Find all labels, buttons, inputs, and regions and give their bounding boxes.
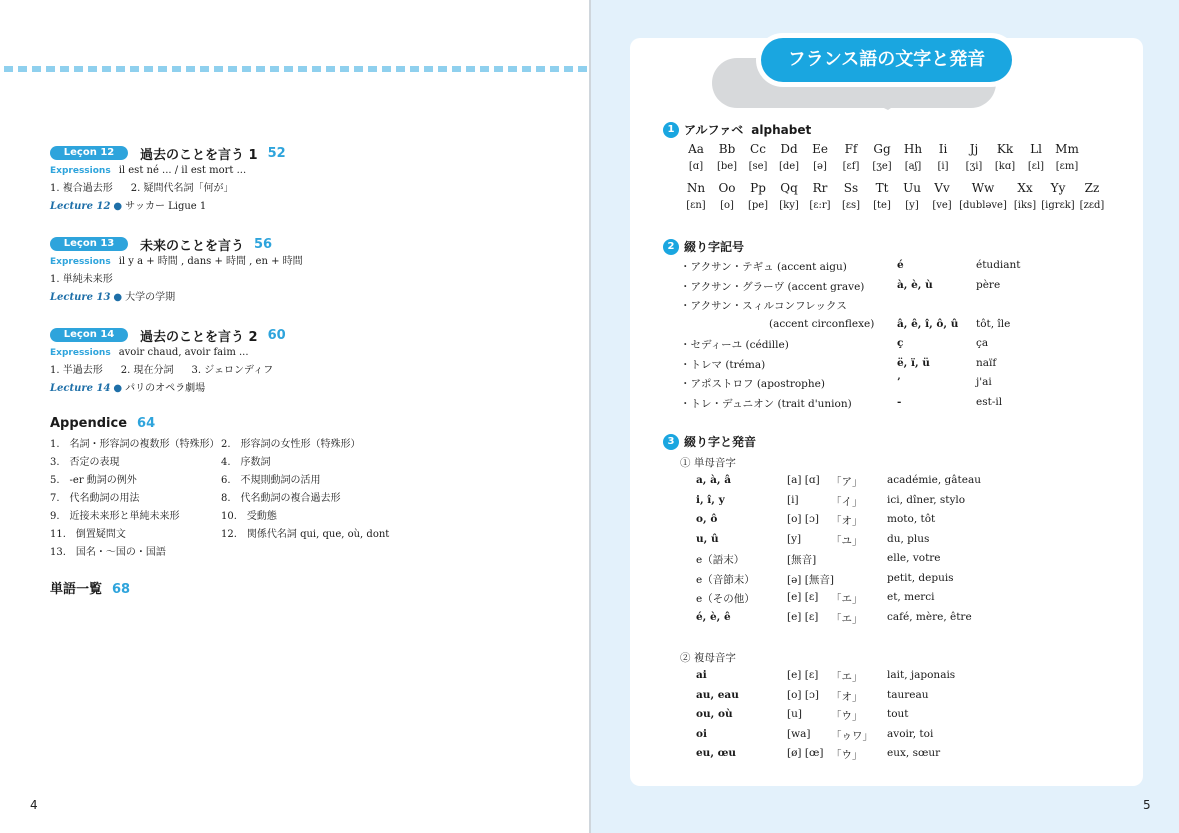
speech-tail: [842, 88, 920, 110]
accent-row: [680, 259, 1120, 277]
ipa-text: [kɑ]: [994, 161, 1016, 172]
vowel-row: [696, 533, 1116, 551]
appendix-item: 12. 関係代名詞 qui, que, où, dont: [221, 529, 390, 540]
lesson-label: Leçon 14: [50, 328, 128, 342]
accent-glyphs: ’: [897, 376, 901, 388]
lesson-page-number: 52: [267, 145, 286, 161]
examples: et, merci: [887, 591, 935, 603]
spelling: eu, œu: [696, 747, 737, 759]
accent-name: ・アクサン・スィルコンフレックス: [680, 300, 847, 312]
single-vowels-heading: ① 単母音字: [680, 457, 736, 469]
appendix-list: [50, 436, 470, 562]
spelling: i, î, y: [696, 494, 725, 506]
grammar-item: 1. 単純未来形: [50, 274, 113, 285]
lesson-title: 過去のことを言う 2: [140, 329, 258, 345]
alphabet-letter: Ss: [843, 181, 859, 195]
ipa-text: [zɛd]: [1079, 200, 1105, 211]
accent-example: est-il: [976, 396, 1003, 408]
ipa: [a] [ɑ]: [787, 474, 820, 486]
expressions-label: Expressions: [50, 257, 111, 267]
ipa-text: [se]: [748, 161, 768, 172]
page-title: フランス語の文字と発音: [761, 38, 1012, 82]
lesson-label: Leçon 13: [50, 237, 128, 251]
lesson-14: [50, 326, 570, 398]
ipa: [e] [ɛ]: [787, 591, 819, 603]
spelling: a, à, â: [696, 474, 732, 486]
accent-glyphs: ë, ï, ü: [897, 357, 930, 369]
ipa-text: [de]: [778, 161, 800, 172]
alphabet-letter: Xx: [1017, 181, 1033, 195]
accent-glyphs: ç: [897, 337, 904, 349]
kana: 「オ」: [831, 515, 863, 527]
vocab-page-number: 68: [112, 582, 131, 597]
ipa-text: [ɛn]: [686, 200, 706, 211]
grammar-item: 1. 半過去形: [50, 365, 103, 376]
examples: petit, depuis: [887, 572, 954, 584]
vowel-row: [696, 513, 1116, 531]
alphabet-letter: Ff: [844, 142, 858, 156]
ipa-text: [te]: [873, 200, 891, 211]
kana: 「ユ」: [831, 535, 863, 547]
ipa-text: [ɛm]: [1055, 161, 1079, 172]
ipa-text: [ə]: [813, 161, 827, 172]
accent-example: tôt, île: [976, 318, 1011, 330]
appendix-row: [50, 454, 470, 472]
accent-name: ・アクサン・グラーヴ (accent grave): [680, 281, 865, 293]
vowel-row: [696, 552, 1116, 570]
vowel-row: [696, 747, 1116, 765]
ipa-text: [ɛs]: [841, 200, 861, 211]
section-heading-accents: [663, 238, 744, 255]
lecture-text: 大学の学期: [125, 292, 176, 303]
alphabet-letter: Gg: [873, 142, 891, 156]
bullet-dot: ●: [113, 201, 123, 212]
kana: 「イ」: [831, 496, 863, 508]
vowel-row: [696, 591, 1116, 609]
accent-row: [680, 376, 1120, 394]
bullet-dot: ●: [113, 383, 123, 394]
right-page-number: 5: [1143, 798, 1151, 812]
ipa: [ø] [œ]: [787, 747, 824, 759]
examples: académie, gâteau: [887, 474, 981, 486]
ipa-text: [dubləve]: [959, 200, 1007, 211]
section-title: 綴り字記号: [684, 240, 745, 254]
examples: lait, japonais: [887, 669, 956, 681]
kana: 「ゥワ」: [831, 730, 873, 742]
spelling: oi: [696, 728, 707, 740]
alphabet-letter: Ww: [971, 181, 995, 195]
ipa: [wa]: [787, 728, 811, 740]
vowel-row: [696, 474, 1116, 492]
examples: tout: [887, 708, 909, 720]
ipa-text: [ve]: [932, 200, 952, 211]
appendix-heading: [50, 416, 155, 431]
examples: taureau: [887, 689, 929, 701]
accent-example: père: [976, 279, 1001, 291]
appendix-title: Appendice: [50, 416, 128, 431]
lesson-page-number: 56: [254, 236, 273, 252]
ipa-text: [ɑ]: [688, 161, 704, 172]
spelling: e（音節末）: [696, 574, 755, 586]
spelling: e（その他）: [696, 593, 755, 605]
book-spine: [589, 0, 591, 833]
appendix-row: [50, 436, 470, 454]
appendix-item: 6. 不規則動詞の活用: [221, 475, 321, 486]
expressions-label: Expressions: [50, 348, 111, 358]
appendix-row: [50, 472, 470, 490]
ipa: [e] [ɛ]: [787, 669, 819, 681]
dashed-divider: [4, 66, 588, 72]
alphabet-letter: Qq: [780, 181, 798, 195]
ipa-text: [be]: [716, 161, 738, 172]
lecture-label: Lecture 14: [50, 383, 111, 394]
lesson-label: Leçon 12: [50, 146, 128, 160]
lecture-text: サッカー Ligue 1: [125, 201, 207, 212]
appendix-row: [50, 508, 470, 526]
ipa-text: [iks]: [1013, 200, 1037, 211]
alphabet-letter: Jj: [969, 142, 979, 156]
examples: avoir, toi: [887, 728, 934, 740]
spelling: é, è, ê: [696, 611, 731, 623]
appendix-item: 5. -er 動詞の例外: [50, 475, 137, 486]
kana: 「ウ」: [831, 710, 863, 722]
examples: café, mère, être: [887, 611, 972, 623]
kana: 「エ」: [831, 613, 863, 625]
accent-row: [680, 337, 1120, 355]
vowel-row: [696, 728, 1116, 746]
ipa: [i]: [787, 494, 799, 506]
kana: 「エ」: [831, 593, 863, 605]
alphabet-letter: Ii: [938, 142, 948, 156]
alphabet-letter: Cc: [750, 142, 766, 156]
vowel-row: [696, 669, 1116, 687]
accent-row: [680, 318, 1120, 336]
spelling: e（語末）: [696, 554, 745, 566]
appendix-page-number: 64: [137, 416, 156, 431]
grammar-item: 1. 複合過去形: [50, 183, 113, 194]
kana: 「ア」: [831, 476, 863, 488]
ipa-text: [pe]: [747, 200, 769, 211]
ipa: [無音]: [787, 554, 817, 566]
alphabet-letter: Aa: [688, 142, 704, 156]
alphabet-letter: Dd: [780, 142, 798, 156]
lecture-label: Lecture 12: [50, 201, 111, 212]
accent-glyphs: -: [897, 396, 902, 408]
alphabet-letter: Tt: [875, 181, 889, 195]
appendix-row: [50, 490, 470, 508]
alphabet-letter: Mm: [1055, 142, 1079, 156]
appendix-row: [50, 526, 470, 544]
ipa-text: [ɛf]: [842, 161, 860, 172]
vowel-row: [696, 611, 1116, 629]
appendix-item: 13. 国名・～国の・国語: [50, 547, 166, 558]
accent-name: ・トレ・デュニオン (trait d'union): [680, 398, 852, 410]
vowel-row: [696, 494, 1116, 512]
appendix-item: 1. 名詞・形容詞の複数形（特殊形）: [50, 439, 220, 450]
vocab-heading: [50, 578, 130, 597]
ipa-text: [y]: [905, 200, 919, 211]
ipa: [o] [ɔ]: [787, 513, 819, 525]
examples: elle, votre: [887, 552, 941, 564]
accent-glyphs: é: [897, 259, 904, 271]
accent-name: ・トレマ (tréma): [680, 359, 766, 371]
expressions-label: Expressions: [50, 166, 111, 176]
examples: eux, sœur: [887, 747, 941, 759]
accent-row: [680, 357, 1120, 375]
accent-row: [680, 279, 1120, 297]
section-heading-alphabet: [663, 121, 811, 138]
alphabet-letter: Uu: [903, 181, 921, 195]
spelling: ai: [696, 669, 707, 681]
ipa-text: [ɛl]: [1027, 161, 1045, 172]
ipa: [u]: [787, 708, 802, 720]
bullet-dot: ●: [113, 292, 123, 303]
lesson-title: 過去のことを言う 1: [140, 147, 258, 163]
vocab-title: 単語一覧: [50, 582, 103, 597]
alphabet-letter: Rr: [812, 181, 828, 195]
ipa-text: [o]: [720, 200, 734, 211]
kana: 「エ」: [831, 671, 863, 683]
ipa-text: [i]: [937, 161, 949, 172]
accent-name: ・アポストロフ (apostrophe): [680, 378, 825, 390]
accent-example: étudiant: [976, 259, 1021, 271]
spelling: au, eau: [696, 689, 739, 701]
accent-glyphs: â, ê, î, ô, û: [897, 318, 959, 330]
accent-name: (accent circonflexe): [769, 318, 875, 330]
lecture-text: パリのオペラ劇場: [125, 383, 206, 394]
accent-name: ・アクサン・テギュ (accent aigu): [680, 261, 847, 273]
expressions-text: il est né ... / il est mort ...: [118, 165, 247, 176]
accent-row: [680, 298, 1120, 316]
ipa-text: [ʒe]: [872, 161, 892, 172]
expressions-text: avoir chaud, avoir faim ...: [118, 347, 249, 358]
lesson-title: 未来のことを言う: [140, 238, 245, 254]
spelling: ou, où: [696, 708, 733, 720]
section-number: 1: [663, 122, 679, 138]
accent-glyphs: à, è, ù: [897, 279, 933, 291]
ipa-text: [igrɛk]: [1041, 200, 1075, 211]
ipa: [ə] [無音]: [787, 574, 834, 586]
lecture-label: Lecture 13: [50, 292, 111, 303]
examples: du, plus: [887, 533, 930, 545]
lesson-13: [50, 235, 570, 307]
appendix-item: 10. 受動態: [221, 511, 277, 522]
accent-example: ça: [976, 337, 989, 349]
lesson-page-number: 60: [267, 327, 286, 343]
grammar-item: 3. ジェロンディフ: [191, 365, 274, 376]
appendix-item: 2. 形容詞の女性形（特殊形）: [221, 439, 361, 450]
left-page-number: 4: [30, 798, 38, 812]
alphabet-letter: Nn: [686, 181, 706, 195]
alphabet-letter: Zz: [1084, 181, 1100, 195]
examples: ici, dîner, stylo: [887, 494, 966, 506]
alphabet-letter: Hh: [903, 142, 923, 156]
alphabet-letter: Yy: [1050, 181, 1066, 195]
appendix-item: 9. 近接未来形と単純未来形: [50, 511, 180, 522]
kana: 「ウ」: [831, 749, 863, 761]
alphabet-letter: Pp: [750, 181, 766, 195]
section-title-en: alphabet: [751, 122, 812, 137]
spelling: o, ô: [696, 513, 718, 525]
section-heading-pronunciation: [663, 433, 756, 450]
alphabet-letter: Ee: [812, 142, 828, 156]
section-number: 2: [663, 239, 679, 255]
spelling: u, û: [696, 533, 719, 545]
ipa: [o] [ɔ]: [787, 689, 819, 701]
examples: moto, tôt: [887, 513, 936, 525]
appendix-item: 11. 倒置疑問文: [50, 529, 126, 540]
ipa-text: [aʃ]: [904, 161, 922, 172]
accent-row: [680, 396, 1120, 414]
ipa-text: [ɛ:r]: [809, 200, 831, 211]
alphabet-letter: Bb: [718, 142, 736, 156]
compound-vowels-heading: ② 複母音字: [680, 652, 736, 664]
kana: 「オ」: [831, 691, 863, 703]
grammar-item: 2. 現在分詞: [120, 365, 174, 376]
vowel-row: [696, 708, 1116, 726]
appendix-row: [50, 544, 470, 562]
appendix-item: 3. 否定の表現: [50, 457, 120, 468]
accent-name: ・セディーユ (cédille): [680, 339, 789, 351]
appendix-item: 4. 序数詞: [221, 457, 271, 468]
expressions-text: il y a + 時間 , dans + 時間 , en + 時間: [118, 256, 303, 267]
lesson-12: [50, 144, 570, 216]
section-number: 3: [663, 434, 679, 450]
alphabet-letter: Oo: [718, 181, 736, 195]
appendix-item: 7. 代名動詞の用法: [50, 493, 140, 504]
ipa: [y]: [787, 533, 802, 545]
alphabet-letter: Kk: [996, 142, 1014, 156]
grammar-item: 2. 疑問代名詞「何が」: [130, 183, 234, 194]
alphabet-letter: Ll: [1030, 142, 1042, 156]
ipa: [e] [ɛ]: [787, 611, 819, 623]
vowel-row: [696, 572, 1116, 590]
accent-example: j'ai: [976, 376, 992, 388]
ipa-text: [ky]: [779, 200, 799, 211]
ipa-text: [ʒi]: [965, 161, 983, 172]
section-title: アルファベ: [684, 123, 744, 137]
alphabet-letter: Vv: [934, 181, 950, 195]
vowel-row: [696, 689, 1116, 707]
appendix-item: 8. 代名動詞の複合過去形: [221, 493, 341, 504]
section-title: 綴り字と発音: [684, 435, 757, 449]
accent-example: naïf: [976, 357, 997, 369]
